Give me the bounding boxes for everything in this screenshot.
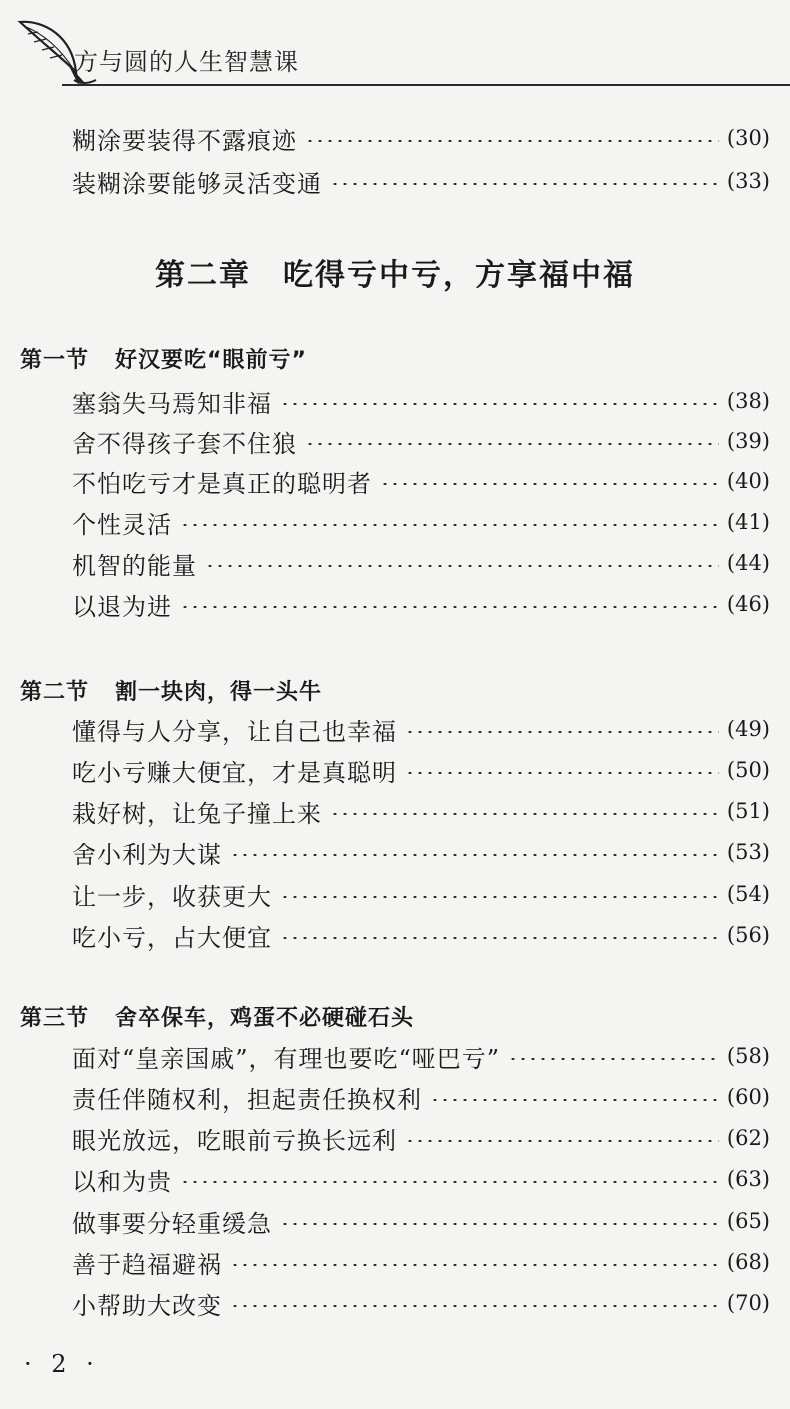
dot-leader xyxy=(280,937,719,939)
toc-entry xyxy=(72,1079,770,1115)
chapter-heading xyxy=(0,250,790,294)
entry-page: (53) xyxy=(726,840,770,864)
entry-title: 以和为贵 xyxy=(72,1167,172,1196)
entry-page: (70) xyxy=(726,1291,770,1315)
book-title: 方与圆的人生智慧课 xyxy=(74,48,299,76)
section-heading xyxy=(20,675,322,706)
dot-leader xyxy=(305,443,719,445)
entry-title: 舍小利为大谋 xyxy=(72,840,222,869)
entry-page: (63) xyxy=(726,1167,770,1191)
dot-leader xyxy=(330,813,719,815)
entry-page: (38) xyxy=(726,389,770,413)
dot-leader xyxy=(230,854,719,856)
toc-entry xyxy=(72,876,770,912)
entry-page: (40) xyxy=(726,469,770,493)
dot-leader xyxy=(280,403,719,405)
dot-leader xyxy=(230,1264,719,1266)
section-title: 舍卒保车，鸡蛋不必硬碰石头 xyxy=(115,1006,415,1031)
dot-leader xyxy=(405,731,719,733)
toc-entry xyxy=(72,752,770,788)
entry-title: 个性灵活 xyxy=(72,510,172,539)
dot-leader xyxy=(280,1223,719,1225)
entry-page: (58) xyxy=(726,1044,770,1068)
dot-leader xyxy=(330,183,719,185)
section-title: 割一块肉，得一头牛 xyxy=(115,680,323,705)
dot-leader xyxy=(508,1058,719,1060)
entry-page: (44) xyxy=(726,551,770,575)
page-number: · 2 · xyxy=(24,1350,100,1378)
entry-title: 面对“皇亲国戚”，有理也要吃“哑巴亏” xyxy=(72,1044,501,1073)
dot-leader xyxy=(280,896,719,898)
entry-page: (46) xyxy=(726,592,770,616)
toc-entry xyxy=(72,1244,770,1280)
entry-title: 善于趋福避祸 xyxy=(72,1250,222,1279)
entry-title: 机智的能量 xyxy=(72,551,197,580)
entry-title: 吃小亏，占大便宜 xyxy=(72,923,272,952)
toc-entry xyxy=(72,463,770,499)
dot-leader xyxy=(405,1140,719,1142)
entry-page: (62) xyxy=(726,1126,770,1150)
entry-title: 让一步，收获更大 xyxy=(72,882,272,911)
section-heading xyxy=(20,1001,414,1032)
section-number: 第二节 xyxy=(20,680,90,705)
section-number: 第三节 xyxy=(20,1006,90,1031)
chapter-label: 第二章 xyxy=(155,258,251,293)
entry-page: (41) xyxy=(726,510,770,534)
dot-leader xyxy=(180,524,719,526)
entry-title: 不怕吃亏才是真正的聪明者 xyxy=(72,469,372,498)
header-rule xyxy=(62,84,790,86)
dot-leader xyxy=(405,772,719,774)
dot-leader xyxy=(205,565,719,567)
entry-title: 糊涂要装得不露痕迹 xyxy=(72,126,297,155)
dot-leader xyxy=(430,1099,719,1101)
entry-title: 眼光放远，吃眼前亏换长远利 xyxy=(72,1126,397,1155)
entry-page: (65) xyxy=(726,1209,770,1233)
entry-title: 吃小亏赚大便宜，才是真聪明 xyxy=(72,758,397,787)
dot-leader xyxy=(305,140,719,142)
dot-leader xyxy=(380,483,719,485)
toc-entry xyxy=(72,423,770,459)
toc-entry xyxy=(72,545,770,581)
section-number: 第一节 xyxy=(20,348,90,373)
toc-entry xyxy=(72,917,770,953)
entry-page: (56) xyxy=(726,923,770,947)
entry-title: 塞翁失马焉知非福 xyxy=(72,389,272,418)
entry-page: (49) xyxy=(726,717,770,741)
toc-entry xyxy=(72,793,770,829)
running-header xyxy=(0,0,790,92)
toc-entry xyxy=(72,1203,770,1239)
dot-leader xyxy=(180,606,719,608)
entry-title: 以退为进 xyxy=(72,592,172,621)
section-title: 好汉要吃“眼前亏” xyxy=(115,348,307,373)
toc-entry xyxy=(72,120,770,156)
toc-entry xyxy=(72,586,770,622)
entry-title: 装糊涂要能够灵活变通 xyxy=(72,169,322,198)
dot-leader xyxy=(180,1181,719,1183)
toc-entry xyxy=(72,1120,770,1156)
chapter-title: 吃得亏中亏，方享福中福 xyxy=(283,258,635,293)
toc-entry xyxy=(72,834,770,870)
entry-title: 懂得与人分享，让自己也幸福 xyxy=(72,717,397,746)
toc-entry xyxy=(72,1285,770,1321)
toc-entry xyxy=(72,163,770,199)
entry-title: 做事要分轻重缓急 xyxy=(72,1209,272,1238)
entry-title: 栽好树，让兔子撞上来 xyxy=(72,799,322,828)
dot-leader xyxy=(230,1305,719,1307)
entry-page: (51) xyxy=(726,799,770,823)
toc-entry xyxy=(72,1161,770,1197)
entry-page: (30) xyxy=(726,126,770,150)
section-heading xyxy=(20,343,307,374)
entry-title: 责任伴随权利，担起责任换权利 xyxy=(72,1085,422,1114)
toc-entry xyxy=(72,1038,770,1074)
entry-page: (68) xyxy=(726,1250,770,1274)
toc-entry xyxy=(72,383,770,419)
entry-title: 舍不得孩子套不住狼 xyxy=(72,429,297,458)
entry-page: (39) xyxy=(726,429,770,453)
toc-entry xyxy=(72,504,770,540)
entry-page: (60) xyxy=(726,1085,770,1109)
entry-title: 小帮助大改变 xyxy=(72,1291,222,1320)
entry-page: (50) xyxy=(726,758,770,782)
entry-page: (33) xyxy=(726,169,770,193)
toc-entry xyxy=(72,711,770,747)
entry-page: (54) xyxy=(726,882,770,906)
